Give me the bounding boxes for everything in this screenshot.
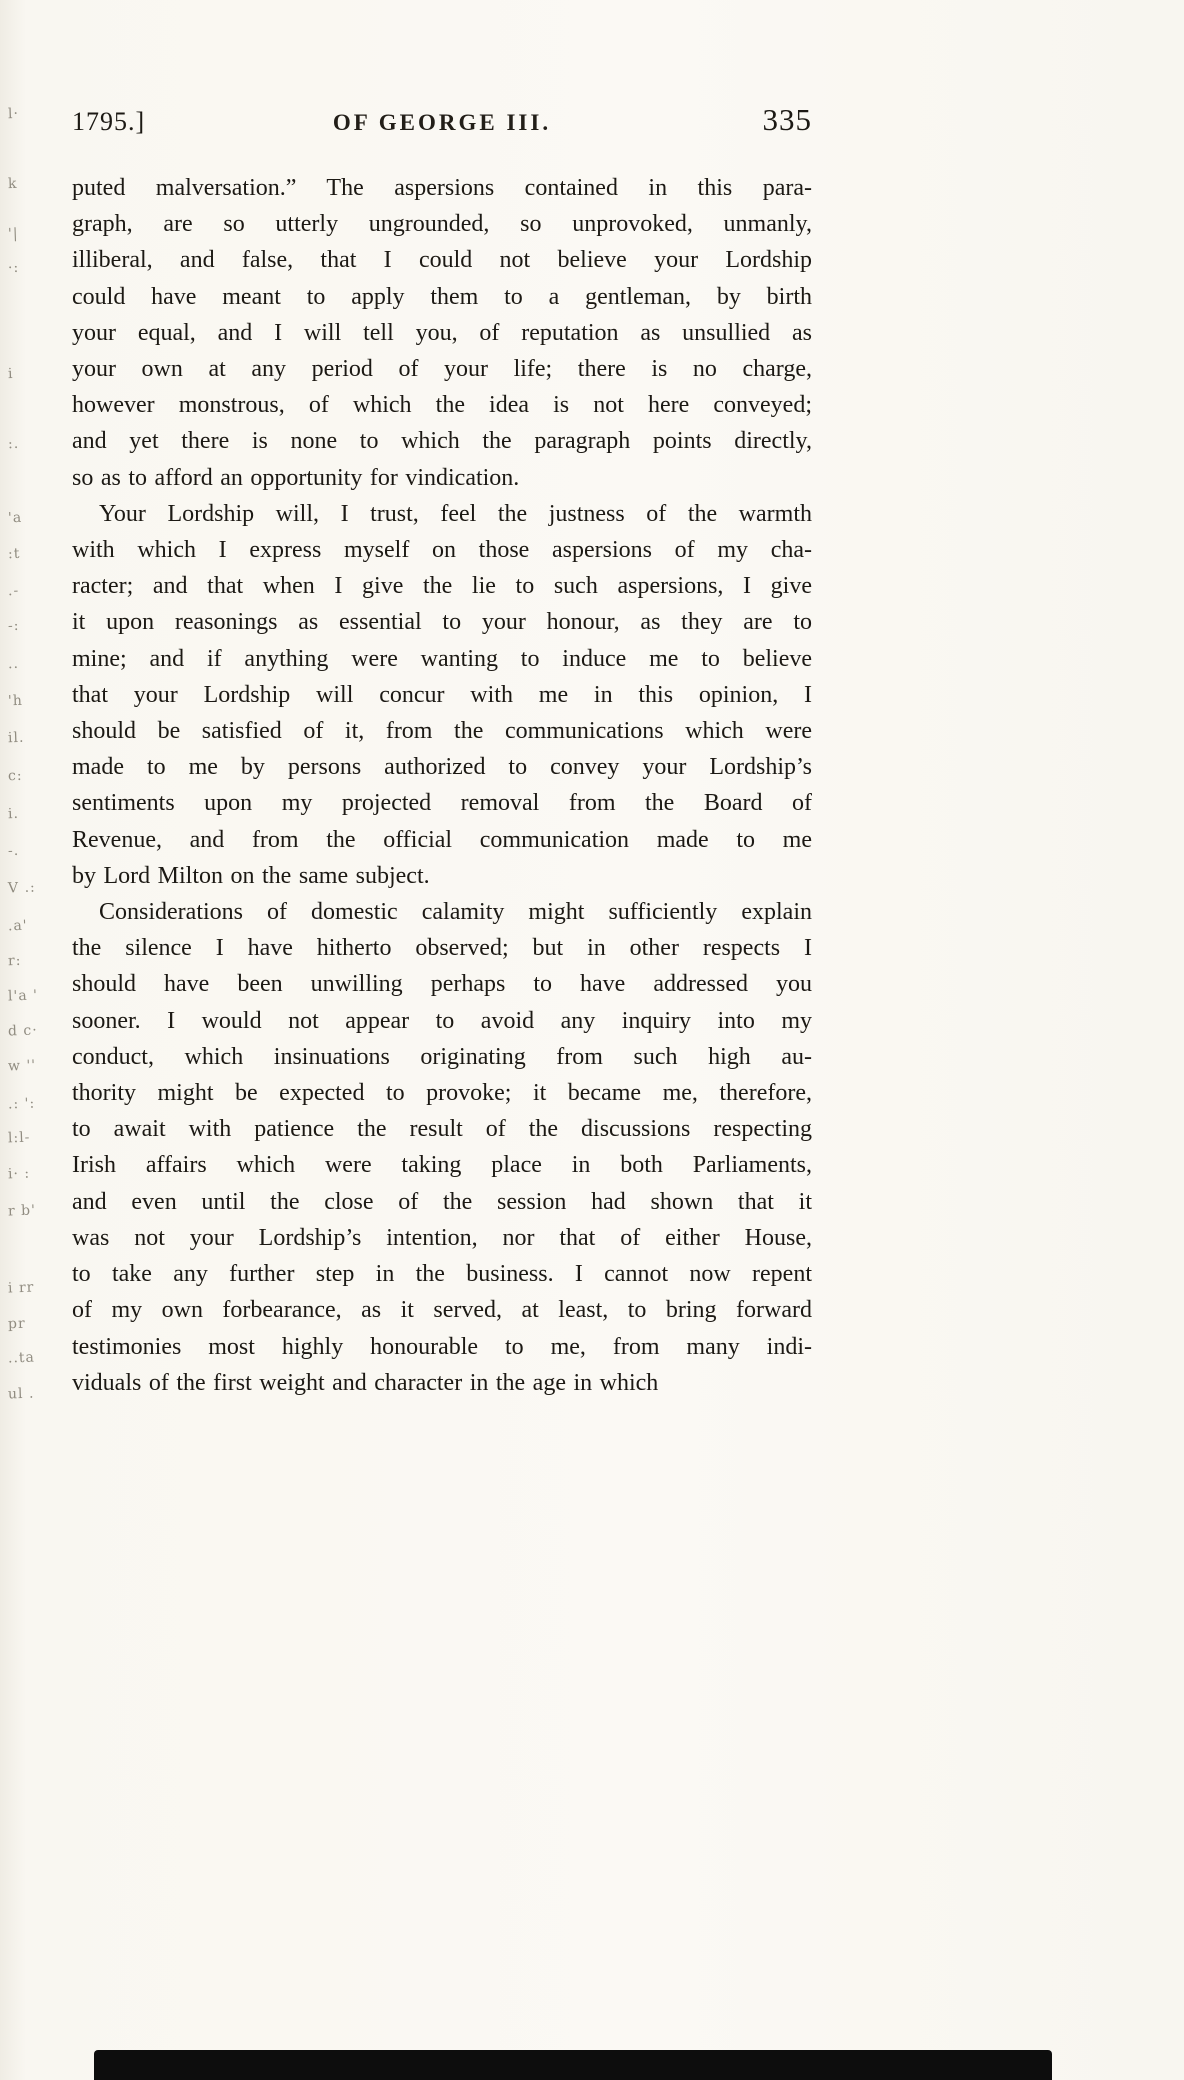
- margin-mark: w '': [7, 1057, 37, 1075]
- margin-mark: c:: [7, 767, 23, 785]
- margin-mark: ul .: [7, 1385, 35, 1403]
- paragraph: [72, 170, 812, 496]
- margin-mark: l:l-: [7, 1129, 31, 1147]
- paragraph: [72, 894, 812, 1401]
- margin-mark: r:: [7, 952, 22, 970]
- text-line: so as to afford an opportunity for vindication.: [72, 464, 520, 491]
- text-line: puted malversation.” The aspersions contained in this para-: [72, 175, 812, 201]
- margin-mark: 'h: [7, 692, 24, 710]
- header-running-title: OF GEORGE III.: [332, 110, 552, 135]
- text-line: by Lord Milton on the same subject.: [72, 862, 430, 889]
- margin-mark: :t: [7, 545, 21, 563]
- text-line: and even until the close of the session had shown that it: [72, 1188, 812, 1215]
- margin-mark: i.: [7, 805, 20, 823]
- margin-mark: r b': [7, 1202, 37, 1220]
- text-line: graph, are so utterly ungrounded, so unprovoked, unmanly,: [72, 211, 812, 238]
- text-line: should have been unwilling perhaps to have addressed you: [72, 971, 812, 998]
- margin-mark: 'a: [7, 509, 23, 527]
- text-line: illiberal, and false, that I could not believe your Lordship: [72, 247, 812, 274]
- margin-mark: -.: [7, 842, 20, 860]
- text-line: it upon reasonings as essential to your honour, as they are to: [72, 609, 812, 636]
- margin-mark: ·:: [7, 259, 20, 277]
- margin-mark: i rr: [7, 1279, 35, 1297]
- text-line: made to me by persons authorized to convey your Lordship’s: [72, 754, 812, 781]
- text-line: to take any further step in the business. I cannot now repent: [72, 1261, 812, 1288]
- margin-mark: V .:: [7, 879, 37, 897]
- text-line: Considerations of domestic calamity might sufficiently explain: [99, 899, 812, 926]
- text-line: thority might be expected to provoke; it became me, therefore,: [72, 1080, 812, 1107]
- margin-marks: [0, 0, 64, 2080]
- text-line: Irish affairs which were taking place in both Parliaments,: [72, 1152, 812, 1179]
- text-line: with which I express myself on those aspersions of my cha-: [72, 537, 812, 564]
- margin-mark: -:: [7, 617, 20, 635]
- margin-mark: '|: [7, 225, 19, 243]
- margin-mark: l·: [7, 105, 20, 123]
- margin-mark: i: [7, 365, 14, 383]
- margin-mark: :.: [7, 435, 20, 453]
- margin-mark: .-: [7, 582, 20, 600]
- margin-mark: pr: [7, 1315, 26, 1333]
- text-line: sooner. I would not appear to avoid any inquiry into my: [72, 1007, 812, 1034]
- margin-mark: i· :: [7, 1165, 31, 1183]
- paragraph: [72, 496, 812, 894]
- margin-mark: .a': [7, 917, 28, 935]
- scan-artifact-bar: [94, 2050, 1052, 2080]
- text-line: should be satisfied of it, from the communications which were: [72, 718, 812, 745]
- page-header: [72, 102, 812, 138]
- margin-mark: d c·: [7, 1022, 38, 1040]
- margin-mark: .: ':: [7, 1095, 36, 1113]
- text-line: that your Lordship will concur with me in this opinion, I: [72, 681, 812, 708]
- text-line: Revenue, and from the official communication made to me: [72, 826, 812, 853]
- text-line: of my own forbearance, as it served, at least, to bring forward: [72, 1297, 812, 1324]
- page-text-block: [72, 170, 812, 1401]
- margin-mark: il.: [7, 729, 25, 747]
- header-page-number: 335: [762, 102, 812, 137]
- text-line: racter; and that when I give the lie to such aspersions, I give: [72, 573, 812, 600]
- margin-mark: l'a ': [7, 987, 39, 1005]
- text-line: mine; and if anything were wanting to induce me to believe: [72, 645, 812, 672]
- text-line: was not your Lordship’s intention, nor that of either House,: [72, 1224, 812, 1251]
- text-line: to await with patience the result of the discussions respecting: [72, 1116, 812, 1143]
- text-line: the silence I have hitherto observed; but in other respects I: [72, 935, 812, 962]
- margin-mark: k: [7, 175, 18, 193]
- text-line: however monstrous, of which the idea is not here conveyed;: [72, 392, 812, 419]
- text-line: your own at any period of your life; there is no charge,: [72, 356, 812, 383]
- text-line: conduct, which insinuations originating from such high au-: [72, 1043, 812, 1070]
- text-line: could have meant to apply them to a gentleman, by birth: [72, 283, 812, 310]
- text-line: sentiments upon my projected removal from the Board of: [72, 790, 812, 817]
- text-line: testimonies most highly honourable to me, from many indi-: [72, 1333, 812, 1360]
- text-line: Your Lordship will, I trust, feel the justness of the warmth: [99, 500, 812, 527]
- margin-mark: ..ta: [7, 1349, 36, 1367]
- text-line: your equal, and I will tell you, of reputation as unsullied as: [72, 319, 812, 346]
- text-line: and yet there is none to which the paragraph points directly,: [72, 428, 812, 455]
- header-year: 1795.]: [72, 107, 146, 136]
- margin-mark: ..: [7, 655, 20, 673]
- text-line: viduals of the first weight and character in the age in which: [72, 1369, 659, 1396]
